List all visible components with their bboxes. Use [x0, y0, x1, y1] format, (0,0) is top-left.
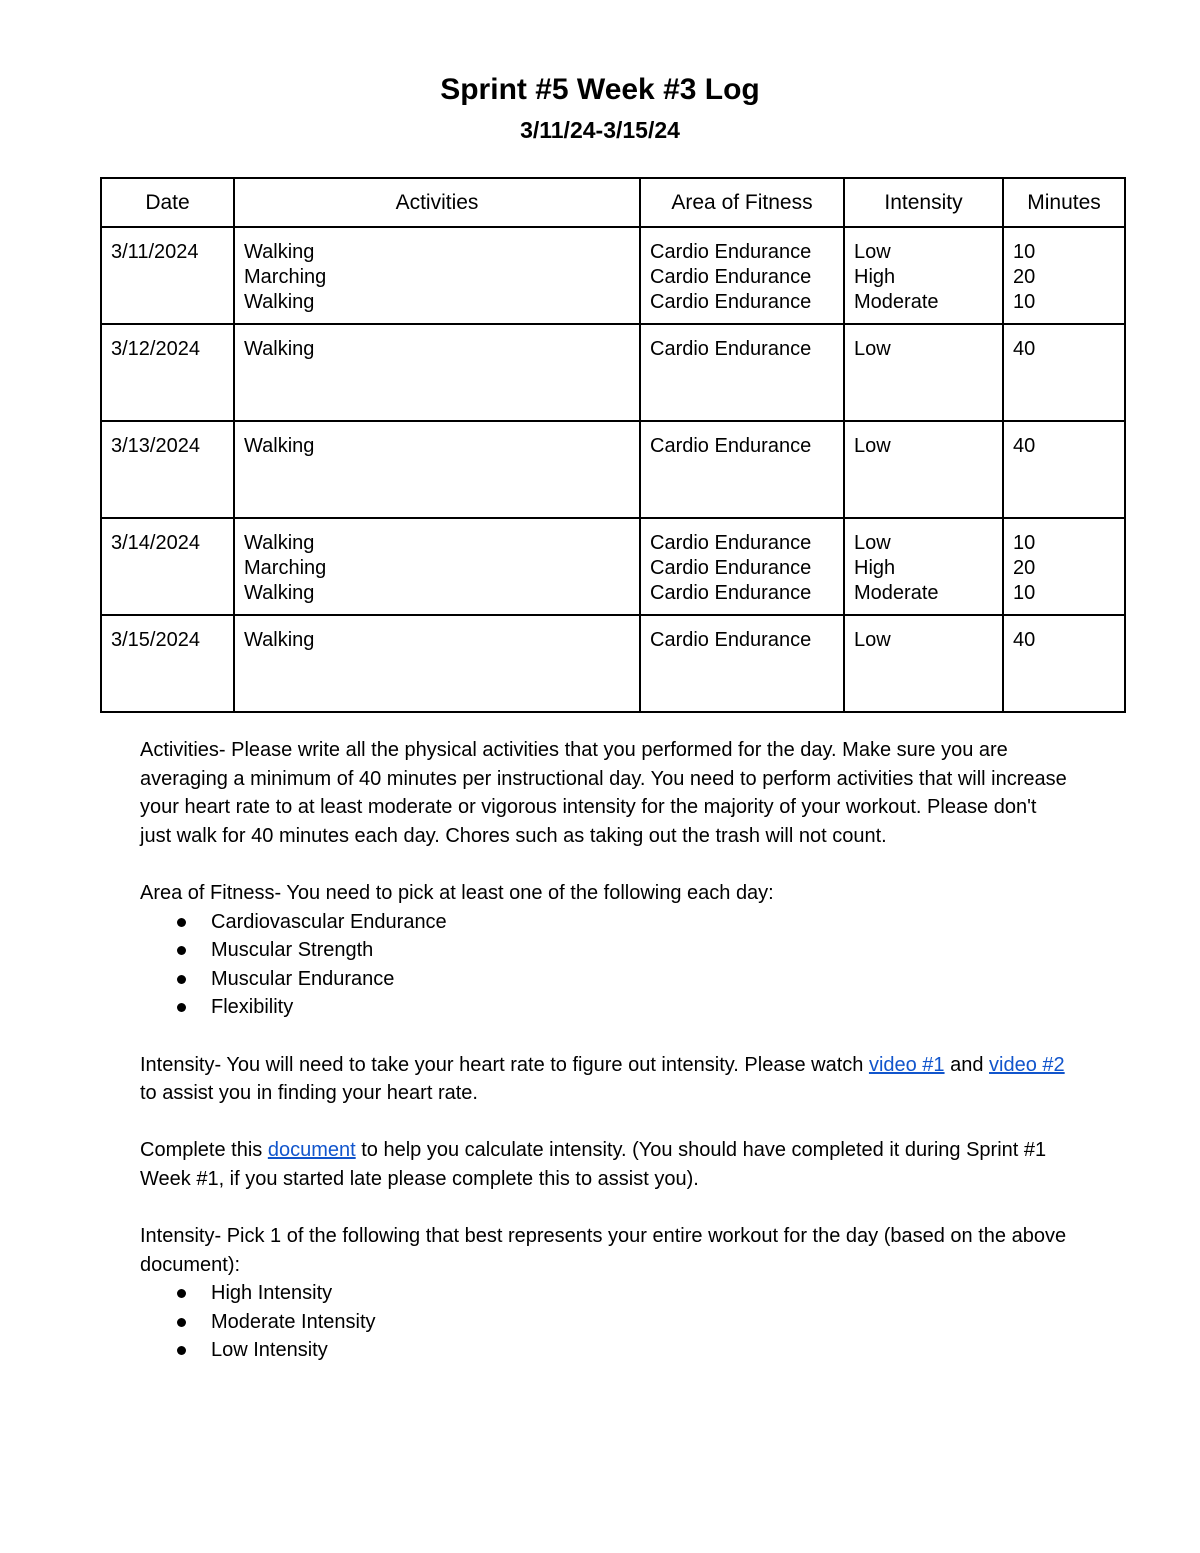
intensity-pick-intro: Intensity- Pick 1 of the following that best represents your entire workout for the day (based on the above document):	[140, 1225, 1067, 1276]
intensity-instructions: Intensity- You will need to take your heart rate to figure out intensity. Please watch video #1 and video #2 to assist you in finding your heart rate.	[140, 1053, 1065, 1105]
cell-date: 3/13/2024	[101, 421, 234, 518]
list-item: Low Intensity	[140, 1336, 1070, 1365]
cell-area-of-fitness-line: Cardio Endurance	[650, 435, 812, 457]
cell-activities-line: Walking	[244, 435, 315, 457]
cell-area-of-fitness-line: Cardio Endurance	[650, 532, 812, 554]
cell-area-of-fitness-line: Cardio Endurance	[650, 557, 812, 579]
cell-intensity-line: High	[854, 557, 896, 579]
column-header-area-of-fitness: Area of Fitness	[640, 178, 844, 227]
cell-area-of-fitness	[640, 324, 844, 421]
bullet-icon	[177, 918, 186, 927]
intensity-options-list	[140, 1279, 1070, 1365]
bullet-icon	[177, 1289, 186, 1298]
column-header-activities: Activities	[234, 178, 640, 227]
cell-intensity-line: Low	[854, 629, 891, 651]
list-item: Cardiovascular Endurance	[140, 908, 1070, 937]
cell-minutes	[1003, 615, 1125, 712]
cell-intensity	[844, 324, 1003, 421]
cell-activities-line: Walking	[244, 241, 315, 263]
video-1-link[interactable]: video #1	[868, 1053, 945, 1076]
table-row	[101, 615, 1125, 712]
cell-minutes-line: 10	[1013, 291, 1036, 313]
cell-minutes	[1003, 421, 1125, 518]
cell-minutes-line: 10	[1013, 582, 1036, 604]
cell-intensity	[844, 615, 1003, 712]
column-header-minutes: Minutes	[1003, 178, 1125, 227]
list-item: High Intensity	[140, 1279, 1070, 1308]
bullet-icon	[177, 1346, 186, 1355]
cell-minutes	[1003, 518, 1125, 615]
cell-date: 3/11/2024	[101, 227, 234, 324]
table-body	[101, 227, 1125, 712]
column-header-intensity: Intensity	[844, 178, 1003, 227]
cell-intensity-line: Moderate	[854, 291, 939, 313]
page-title: Sprint #5 Week #3 Log	[440, 73, 760, 106]
cell-activities-line: Marching	[244, 557, 327, 579]
table-row	[101, 421, 1125, 518]
activity-log-table	[100, 177, 1126, 713]
cell-activities-line: Walking	[244, 532, 315, 554]
cell-minutes-line: 40	[1013, 338, 1036, 360]
cell-minutes-line: 20	[1013, 266, 1036, 288]
cell-intensity	[844, 518, 1003, 615]
cell-activities	[234, 518, 640, 615]
cell-intensity-line: Moderate	[854, 582, 939, 604]
cell-area-of-fitness-line: Cardio Endurance	[650, 582, 812, 604]
table-header-row	[101, 178, 1125, 227]
cell-area-of-fitness-line: Cardio Endurance	[650, 241, 812, 263]
video-2-link[interactable]: video #2	[989, 1053, 1065, 1076]
cell-area-of-fitness-line: Cardio Endurance	[650, 338, 812, 360]
bullet-icon	[177, 1003, 186, 1012]
document-link[interactable]: document	[267, 1139, 356, 1162]
cell-activities-line: Walking	[244, 291, 315, 313]
cell-intensity-line: Low	[854, 435, 891, 457]
cell-intensity-line: Low	[854, 532, 891, 554]
cell-area-of-fitness-line: Cardio Endurance	[650, 629, 812, 651]
cell-area-of-fitness	[640, 421, 844, 518]
cell-minutes	[1003, 324, 1125, 421]
cell-area-of-fitness	[640, 518, 844, 615]
table-row	[101, 324, 1125, 421]
cell-activities-line: Walking	[244, 629, 315, 651]
cell-minutes-line: 10	[1013, 532, 1036, 554]
cell-activities	[234, 615, 640, 712]
list-item: Flexibility	[140, 993, 1070, 1022]
bullet-icon	[177, 946, 186, 955]
document-instructions: Complete this document to help you calculate intensity. (You should have completed it during Sprint #1 Week #1, if you started late please complete this to assist you).	[140, 1139, 1047, 1190]
cell-minutes-line: 40	[1013, 435, 1036, 457]
cell-intensity	[844, 227, 1003, 324]
cell-activities-line: Walking	[244, 582, 315, 604]
activities-instructions: Activities- Please write all the physical activities that you performed for the day. Make sure you are averaging a minimum of 40 minutes per instructional day. You need to perform activities that will increase your heart rate to at least moderate or vigorous intensity for the majority of your workout. Please don't just walk for 40 minutes each day. Chores such as taking out the trash will not count.	[140, 739, 1067, 847]
cell-intensity-line: High	[854, 266, 896, 288]
cell-date: 3/14/2024	[101, 518, 234, 615]
list-item: Moderate Intensity	[140, 1308, 1070, 1337]
table-row	[101, 227, 1125, 324]
table-row	[101, 518, 1125, 615]
cell-area-of-fitness-line: Cardio Endurance	[650, 266, 812, 288]
list-item: Muscular Endurance	[140, 965, 1070, 994]
cell-minutes-line: 20	[1013, 557, 1036, 579]
bullet-icon	[177, 975, 186, 984]
cell-area-of-fitness	[640, 615, 844, 712]
cell-activities-line: Marching	[244, 266, 327, 288]
cell-intensity	[844, 421, 1003, 518]
column-header-date: Date	[101, 178, 234, 227]
cell-date: 3/12/2024	[101, 324, 234, 421]
instructions	[140, 736, 1070, 1394]
area-of-fitness-list	[140, 908, 1070, 1022]
date-range-subtitle: 3/11/24-3/15/24	[520, 117, 680, 143]
area-of-fitness-intro: Area of Fitness- You need to pick at least one of the following each day:	[140, 881, 774, 904]
cell-activities	[234, 421, 640, 518]
cell-intensity-line: Low	[854, 241, 891, 263]
cell-minutes-line: 10	[1013, 241, 1036, 263]
cell-minutes-line: 40	[1013, 629, 1036, 651]
cell-area-of-fitness-line: Cardio Endurance	[650, 291, 812, 313]
cell-activities-line: Walking	[244, 338, 315, 360]
cell-activities	[234, 227, 640, 324]
cell-minutes	[1003, 227, 1125, 324]
cell-intensity-line: Low	[854, 338, 891, 360]
cell-activities	[234, 324, 640, 421]
list-item: Muscular Strength	[140, 936, 1070, 965]
cell-area-of-fitness	[640, 227, 844, 324]
cell-date: 3/15/2024	[101, 615, 234, 712]
bullet-icon	[177, 1318, 186, 1327]
